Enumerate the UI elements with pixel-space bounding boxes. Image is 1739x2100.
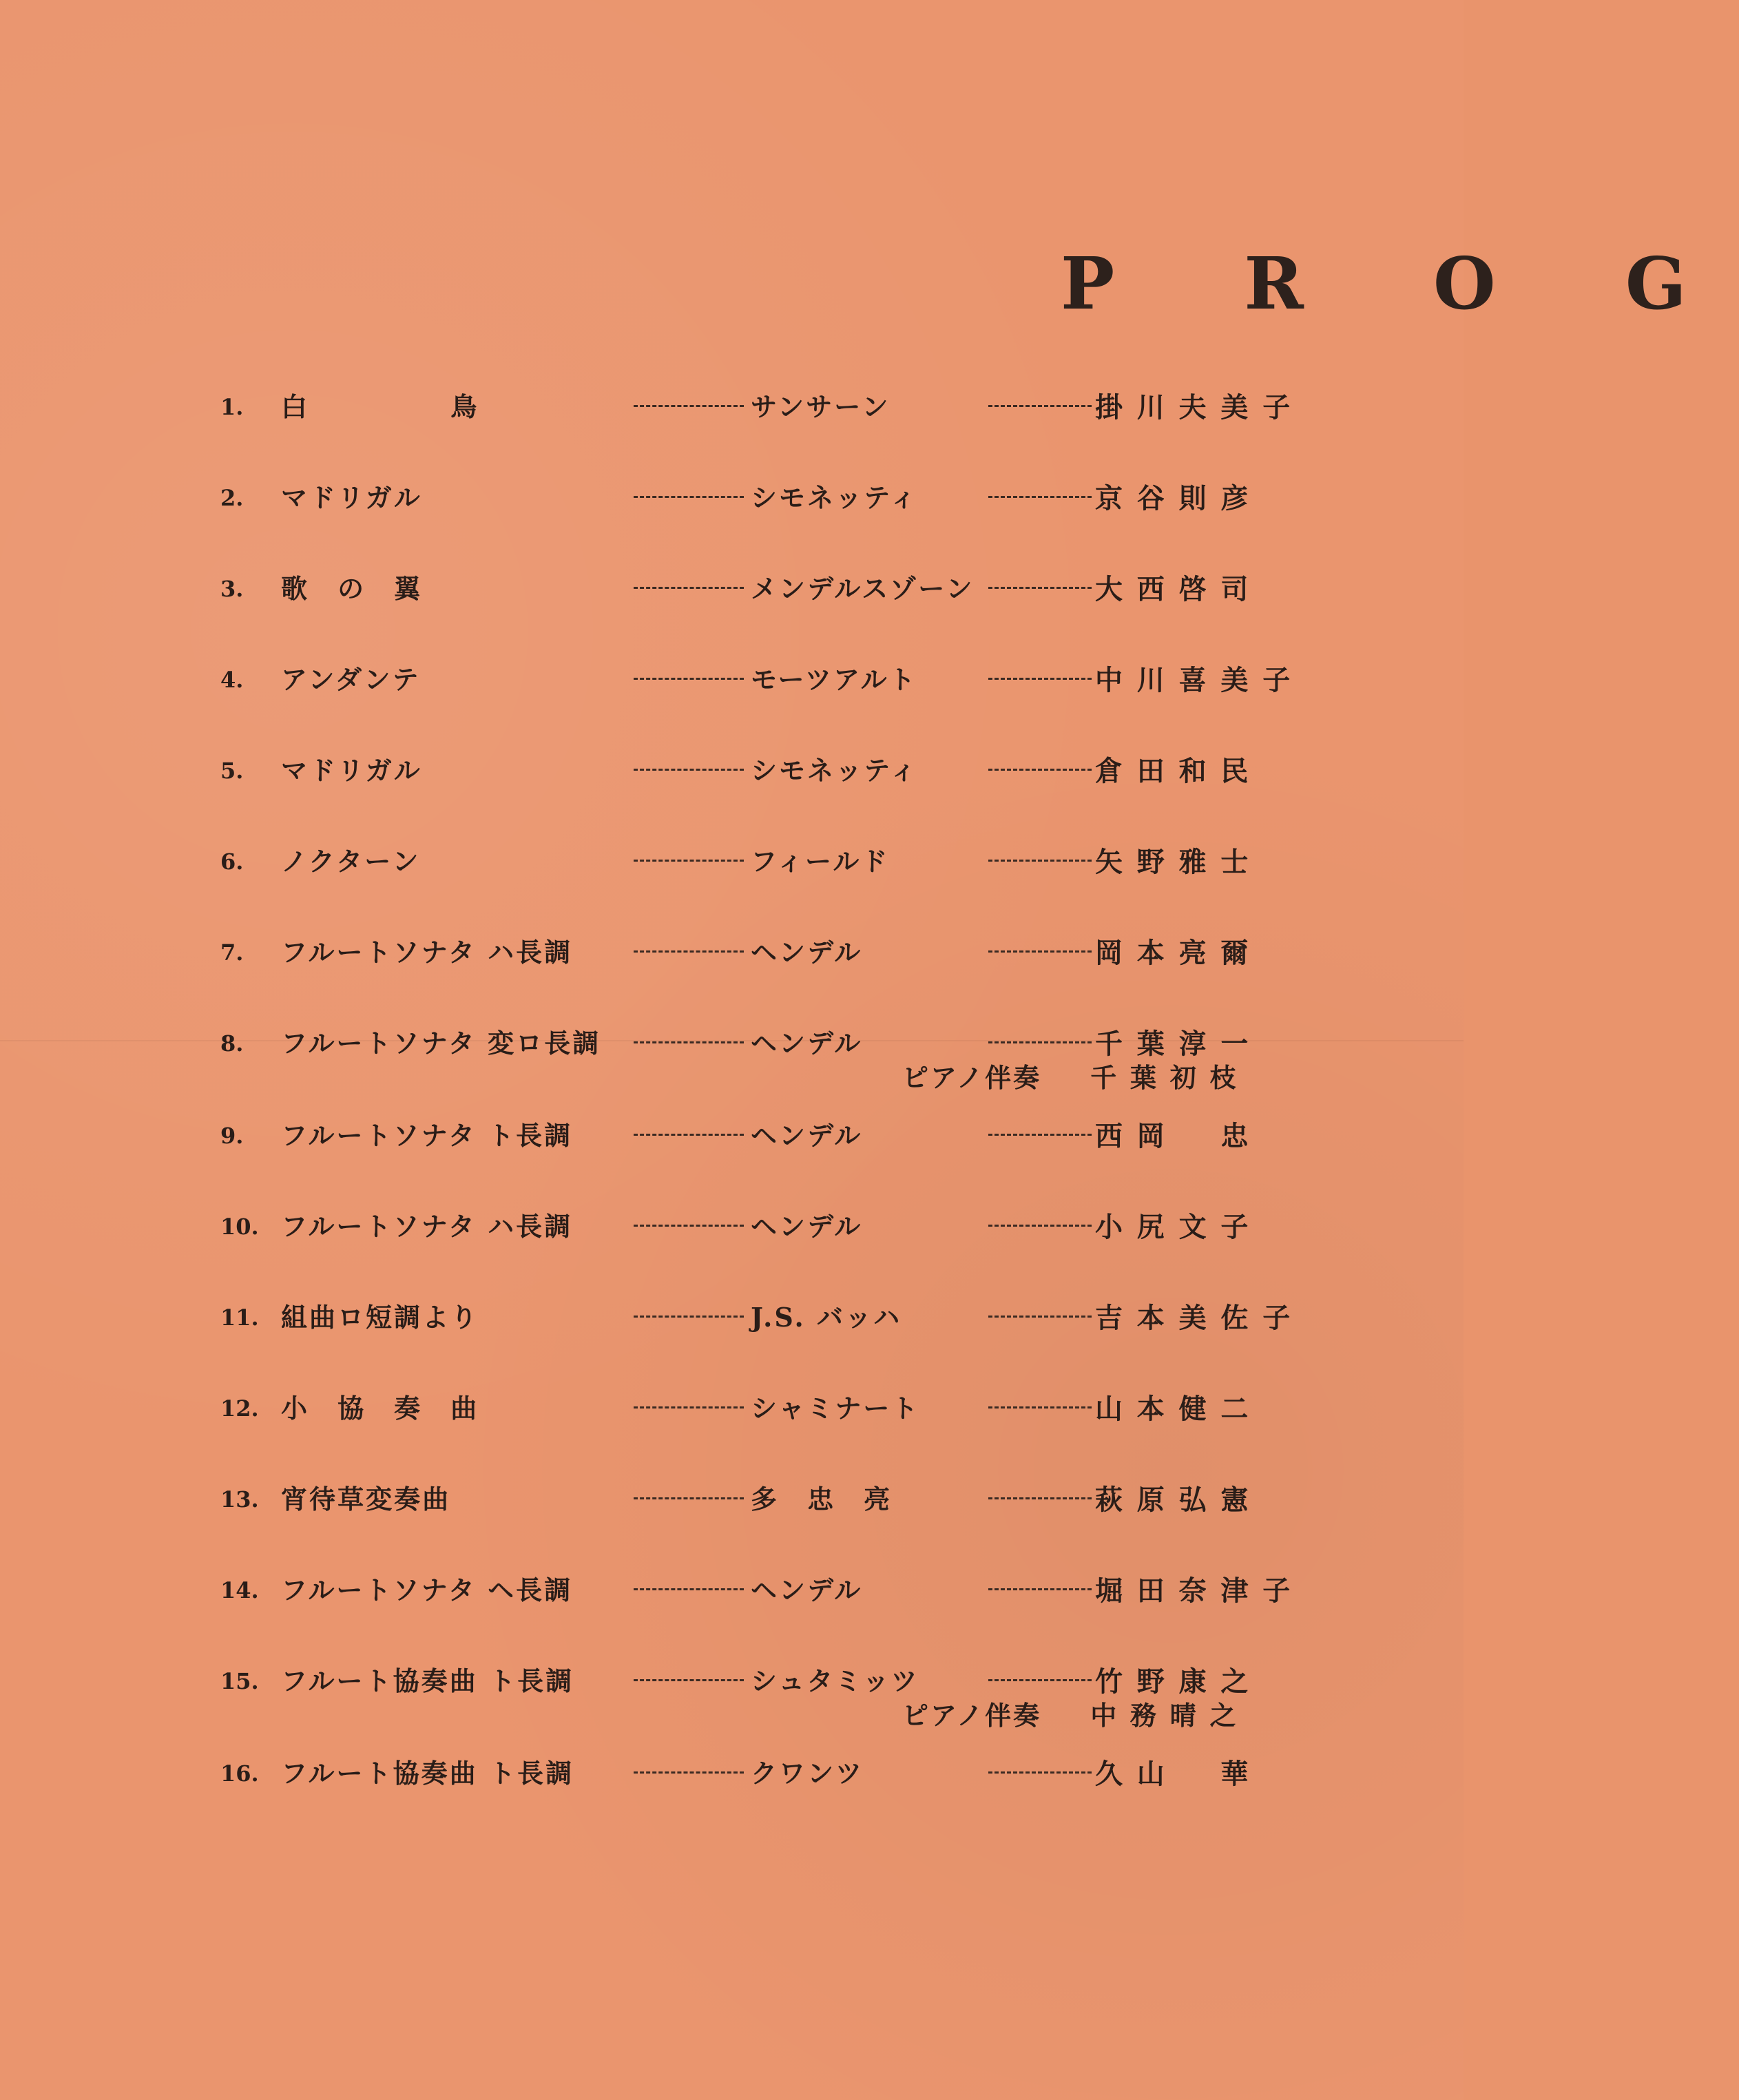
piece-title: マドリガル — [281, 482, 422, 513]
piece-title: 組曲ロ短調より — [281, 1302, 479, 1333]
piece-title: 歌 の 翼 — [281, 573, 423, 604]
performer-name: 竹野康之 — [1095, 1665, 1263, 1698]
dotted-leader — [988, 496, 1092, 499]
item-number: 16. — [220, 1760, 259, 1787]
performer-name: 倉田和民 — [1095, 755, 1263, 787]
program-row — [220, 1205, 1336, 1296]
accompanist-name: 中務晴之 — [1090, 1700, 1250, 1731]
dotted-leader — [634, 1225, 744, 1228]
item-number: 2. — [220, 485, 244, 511]
dotted-leader — [988, 1771, 1092, 1775]
program-list — [220, 386, 1336, 1843]
piece-title: マドリガル — [281, 755, 422, 786]
performer-name: 久山 華 — [1095, 1758, 1263, 1790]
item-number: 5. — [220, 758, 244, 784]
dotted-leader — [988, 1134, 1092, 1137]
dotted-leader — [988, 1406, 1092, 1410]
composer-name: シュタミッツ — [751, 1665, 919, 1696]
performer-name: 大西啓司 — [1095, 573, 1263, 605]
dotted-leader — [988, 1679, 1092, 1683]
performer-name: 吉本美佐子 — [1095, 1302, 1304, 1334]
dotted-leader — [634, 1041, 744, 1045]
program-row — [220, 1022, 1336, 1114]
item-number: 13. — [220, 1486, 259, 1512]
composer-name: ヘンデル — [751, 1211, 863, 1242]
dotted-leader — [634, 1316, 744, 1319]
composer-name: ヘンデル — [751, 937, 863, 968]
performer-name: 山本健二 — [1095, 1393, 1263, 1425]
piece-title: フルート協奏曲 ト長調 — [281, 1758, 574, 1789]
dotted-leader — [988, 1316, 1092, 1319]
performer-name: 中川喜美子 — [1095, 664, 1304, 696]
performer-name: 千葉淳一 — [1095, 1028, 1263, 1060]
dotted-leader — [988, 860, 1092, 863]
program-row — [220, 1387, 1336, 1478]
dotted-leader — [634, 1134, 744, 1137]
dotted-leader — [634, 1588, 744, 1592]
item-number: 15. — [220, 1668, 259, 1694]
piece-title: 小 協 奏 曲 — [281, 1393, 479, 1424]
item-number: 10. — [220, 1214, 259, 1240]
program-row — [220, 1296, 1336, 1387]
dotted-leader — [634, 678, 744, 681]
item-number: 7. — [220, 939, 244, 966]
composer-name: 多 忠 亮 — [751, 1484, 893, 1515]
accompanist-line — [902, 1057, 1329, 1094]
item-number: 8. — [220, 1030, 244, 1057]
dotted-leader — [988, 1588, 1092, 1592]
performer-name: 岡本亮爾 — [1095, 937, 1263, 969]
accompanist-label: ピアノ伴奏 — [902, 1062, 1042, 1093]
dotted-leader — [634, 1679, 744, 1683]
program-row — [220, 1660, 1336, 1752]
composer-name: モーツアルト — [751, 664, 917, 695]
composer-name: フィールド — [751, 846, 890, 877]
performer-name: 堀田奈津子 — [1095, 1574, 1304, 1607]
composer-name: ヘンデル — [751, 1120, 863, 1151]
dotted-leader — [988, 587, 1092, 590]
composer-name: J.S. バッハ — [751, 1302, 902, 1333]
item-number: 14. — [220, 1577, 259, 1603]
performer-name: 小尻文子 — [1095, 1211, 1263, 1243]
program-row — [220, 477, 1336, 568]
piece-title: フルート協奏曲 ト長調 — [281, 1665, 574, 1696]
piece-title: 宵待草変奏曲 — [281, 1484, 451, 1515]
dotted-leader — [988, 950, 1092, 954]
program-row — [220, 931, 1336, 1022]
composer-name: シャミナート — [751, 1393, 920, 1424]
performer-name: 萩原弘憲 — [1095, 1484, 1263, 1516]
dotted-leader — [988, 1225, 1092, 1228]
piece-title: フルートソナタ ト長調 — [281, 1120, 573, 1151]
item-number: 1. — [220, 394, 244, 420]
dotted-leader — [988, 769, 1092, 772]
composer-name: サンサーン — [751, 391, 891, 422]
item-number: 4. — [220, 667, 244, 693]
piece-title: 白 鳥 — [281, 391, 479, 422]
dotted-leader — [634, 950, 744, 954]
item-number: 11. — [220, 1304, 259, 1331]
piece-title: アンダンテ — [281, 664, 421, 695]
composer-name: ヘンデル — [751, 1574, 863, 1605]
dotted-leader — [988, 1497, 1092, 1501]
performer-name: 西岡 忠 — [1095, 1120, 1263, 1152]
accompanist-name: 千葉初枝 — [1090, 1062, 1250, 1093]
dotted-leader — [634, 587, 744, 590]
piece-title: ノクターン — [281, 846, 421, 877]
program-row — [220, 1569, 1336, 1660]
performer-name: 京谷則彦 — [1095, 482, 1263, 514]
performer-name: 矢野雅士 — [1095, 846, 1263, 878]
program-row — [220, 840, 1336, 931]
program-row — [220, 386, 1336, 477]
program-row — [220, 1752, 1336, 1843]
dotted-leader — [634, 860, 744, 863]
composer-name: クワンツ — [751, 1758, 864, 1789]
program-row — [220, 658, 1336, 749]
dotted-leader — [634, 496, 744, 499]
piece-title: フルートソナタ ハ長調 — [281, 1211, 573, 1242]
program-row — [220, 749, 1336, 840]
accompanist-line — [902, 1694, 1329, 1732]
dotted-leader — [988, 1041, 1092, 1045]
dotted-leader — [634, 405, 744, 408]
program-title: P R O G — [1061, 241, 1739, 326]
program-row — [220, 568, 1336, 658]
dotted-leader — [988, 678, 1092, 681]
composer-name: シモネッティ — [751, 482, 919, 513]
item-number: 12. — [220, 1395, 259, 1422]
dotted-leader — [988, 405, 1092, 408]
accompanist-label: ピアノ伴奏 — [902, 1700, 1042, 1731]
composer-name: ヘンデル — [751, 1028, 863, 1059]
piece-title: フルートソナタ ヘ長調 — [281, 1574, 573, 1605]
dotted-leader — [634, 769, 744, 772]
piece-title: フルートソナタ 変ロ長調 — [281, 1028, 601, 1059]
composer-name: メンデルスゾーン — [751, 573, 975, 604]
dotted-leader — [634, 1497, 744, 1501]
item-number: 6. — [220, 849, 244, 875]
item-number: 9. — [220, 1123, 244, 1149]
dotted-leader — [634, 1771, 744, 1775]
program-row — [220, 1478, 1336, 1569]
piece-title: フルートソナタ ハ長調 — [281, 937, 573, 968]
item-number: 3. — [220, 576, 244, 602]
composer-name: シモネッティ — [751, 755, 919, 786]
dotted-leader — [634, 1406, 744, 1410]
program-row — [220, 1114, 1336, 1205]
performer-name: 掛川夫美子 — [1095, 391, 1304, 424]
